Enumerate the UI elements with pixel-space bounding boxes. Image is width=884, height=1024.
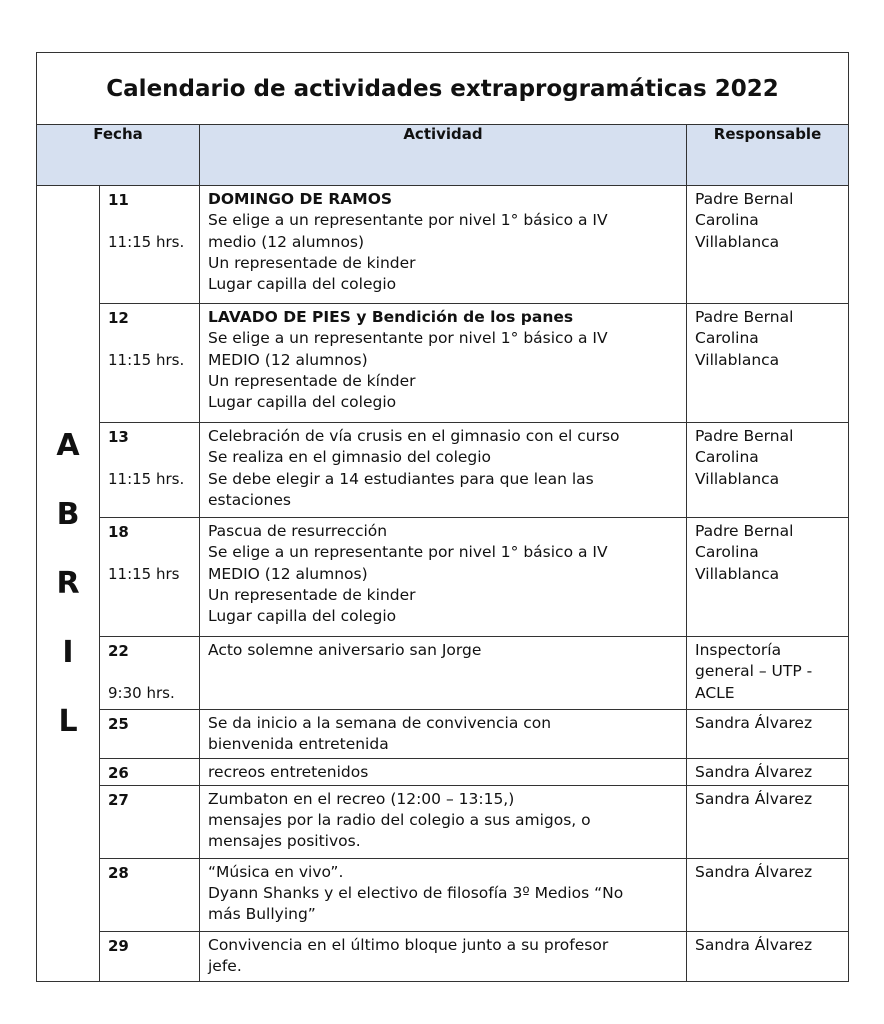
activity-cell	[200, 785, 687, 858]
table-row	[37, 518, 849, 637]
date-cell	[100, 518, 200, 637]
activity-cell	[200, 423, 687, 518]
responsible-line: Inspectoría	[695, 641, 782, 659]
month-letter: R	[56, 565, 80, 601]
activities-table	[36, 52, 849, 982]
responsible-cell	[687, 637, 849, 710]
month-letter: B	[56, 496, 80, 532]
header-fecha: Fecha	[37, 125, 200, 186]
date-cell	[100, 186, 200, 304]
responsible-line: Villablanca	[695, 350, 780, 369]
responsible-cell	[687, 304, 849, 423]
table-row	[37, 758, 849, 785]
responsible-line: Sandra Álvarez	[695, 762, 813, 781]
document-title: Calendario de actividades extraprogramáticas 2022	[37, 53, 849, 125]
responsible-line: ACLE	[695, 683, 735, 702]
month-letter: I	[62, 634, 74, 670]
day-number: 28	[108, 863, 129, 882]
header-responsable: Responsable	[687, 125, 849, 186]
activity-cell	[200, 858, 687, 931]
table-row	[37, 186, 849, 304]
date-cell	[100, 858, 200, 931]
activity-line: Lugar capilla del colegio	[208, 275, 397, 294]
activity-line: estaciones	[208, 490, 291, 509]
activity-line: Dyann Shanks y el electivo de filosofía 3º Medios “No	[208, 884, 624, 903]
responsible-line: Sandra Álvarez	[695, 935, 813, 954]
month-letter: L	[58, 703, 78, 739]
activity-line: Se elige a un representante por nivel 1° básico a IV	[208, 543, 608, 562]
responsible-line: Padre Bernal	[695, 190, 794, 208]
time-label: 11:15 hrs.	[108, 470, 185, 488]
time-label: 11:15 hrs.	[108, 233, 185, 251]
date-cell	[100, 637, 200, 710]
activity-cell	[200, 186, 687, 304]
day-number: 22	[108, 642, 129, 660]
responsible-cell	[687, 931, 849, 981]
responsible-line: Villablanca	[695, 564, 780, 583]
responsible-line: Sandra Álvarez	[695, 714, 813, 732]
responsible-line: general – UTP -	[695, 662, 813, 681]
activity-line: mensajes positivos.	[208, 832, 361, 851]
responsible-line: Carolina	[695, 329, 759, 348]
month-cell	[37, 186, 100, 982]
table-row	[37, 304, 849, 423]
activity-line: Se elige a un representante por nivel 1° básico a IV	[208, 211, 608, 230]
responsible-line: Villablanca	[695, 469, 780, 488]
date-cell	[100, 710, 200, 759]
activity-line: Un representade de kinder	[208, 253, 416, 272]
activity-cell	[200, 758, 687, 785]
activity-line: Se elige a un representante por nivel 1° básico a IV	[208, 329, 608, 348]
activity-line: Lugar capilla del colegio	[208, 393, 397, 412]
activity-cell	[200, 304, 687, 423]
activity-line: Se da inicio a la semana de convivencia con	[208, 714, 552, 732]
responsible-line: Villablanca	[695, 232, 780, 251]
activity-cell	[200, 710, 687, 759]
date-cell	[100, 423, 200, 518]
activity-line: Lugar capilla del colegio	[208, 607, 397, 626]
responsible-cell	[687, 785, 849, 858]
responsible-cell	[687, 858, 849, 931]
responsible-line: Padre Bernal	[695, 427, 794, 445]
month-letter: A	[56, 427, 80, 463]
table-body	[37, 186, 849, 982]
table-row	[37, 785, 849, 858]
day-number: 26	[108, 763, 129, 782]
table-row	[37, 858, 849, 931]
time-label: 11:15 hrs.	[108, 351, 185, 369]
activity-line: recreos entretenidos	[208, 762, 369, 781]
responsible-cell	[687, 758, 849, 785]
date-cell	[100, 304, 200, 423]
activity-line: jefe.	[208, 957, 242, 976]
activity-line: bienvenida entretenida	[208, 735, 389, 754]
table-row	[37, 710, 849, 759]
time-label: 11:15 hrs	[108, 565, 180, 583]
day-number: 25	[108, 715, 129, 733]
day-number: 27	[108, 790, 129, 809]
activity-line: Celebración de vía crusis en el gimnasio con el curso	[208, 427, 620, 445]
table-row	[37, 423, 849, 518]
activity-line: Acto solemne aniversario san Jorge	[208, 641, 482, 659]
activity-line: Un representade de kínder	[208, 371, 416, 390]
activity-title: DOMINGO DE RAMOS	[208, 190, 393, 208]
time-label: 9:30 hrs.	[108, 684, 175, 702]
activity-line: Se debe elegir a 14 estudiantes para que lean las	[208, 469, 594, 488]
date-cell	[100, 931, 200, 981]
activity-line: Zumbaton en el recreo (12:00 – 13:15,)	[208, 789, 515, 808]
responsible-line: Padre Bernal	[695, 308, 794, 326]
activity-cell	[200, 637, 687, 710]
activity-line: mensajes por la radio del colegio a sus amigos, o	[208, 811, 591, 830]
activity-cell	[200, 518, 687, 637]
table-row	[37, 637, 849, 710]
day-number: 29	[108, 936, 129, 955]
activity-line: Un representade de kinder	[208, 585, 416, 604]
activity-line: Se realiza en el gimnasio del colegio	[208, 448, 492, 467]
day-number: 11	[108, 191, 129, 209]
activity-line: medio (12 alumnos)	[208, 232, 365, 251]
activity-line: “Música en vivo”.	[208, 862, 344, 881]
responsible-line: Carolina	[695, 448, 759, 467]
responsible-line: Carolina	[695, 543, 759, 562]
activity-line: MEDIO (12 alumnos)	[208, 350, 368, 369]
activity-line: MEDIO (12 alumnos)	[208, 564, 368, 583]
responsible-cell	[687, 423, 849, 518]
header-actividad: Actividad	[200, 125, 687, 186]
responsible-line: Sandra Álvarez	[695, 862, 813, 881]
responsible-line: Sandra Álvarez	[695, 789, 813, 808]
day-number: 18	[108, 523, 129, 541]
responsible-cell	[687, 186, 849, 304]
date-cell	[100, 758, 200, 785]
date-cell	[100, 785, 200, 858]
day-number: 13	[108, 428, 129, 446]
activity-line: Convivencia en el último bloque junto a su profesor	[208, 935, 609, 954]
activity-line: Pascua de resurrección	[208, 522, 388, 540]
activity-cell	[200, 931, 687, 981]
responsible-line: Padre Bernal	[695, 522, 794, 540]
activity-title: LAVADO DE PIES y Bendición de los panes	[208, 308, 574, 326]
table-row	[37, 931, 849, 981]
responsible-line: Carolina	[695, 211, 759, 230]
responsible-cell	[687, 710, 849, 759]
day-number: 12	[108, 309, 129, 327]
activity-line: más Bullying”	[208, 905, 316, 924]
responsible-cell	[687, 518, 849, 637]
